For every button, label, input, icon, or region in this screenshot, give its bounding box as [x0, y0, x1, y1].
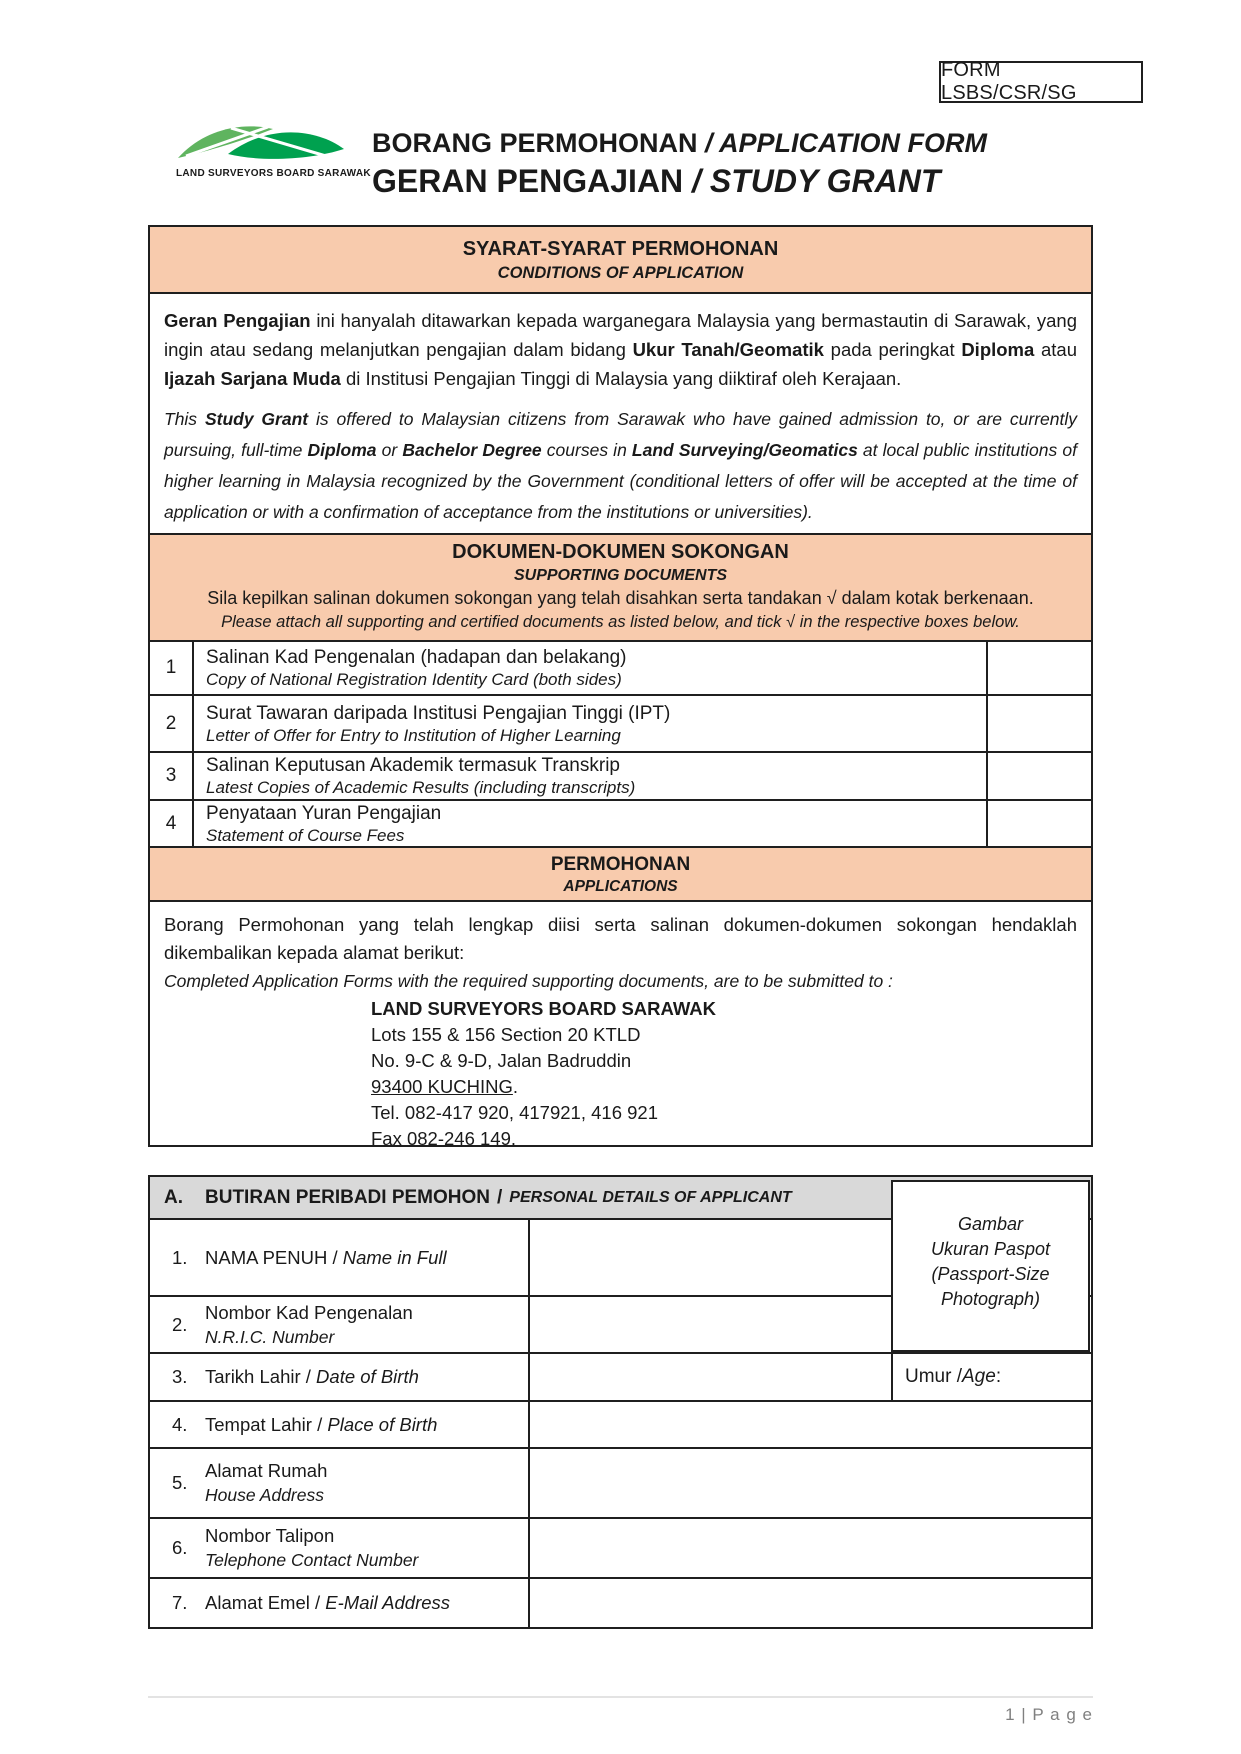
telephone-input-cell[interactable]	[530, 1519, 1091, 1577]
applications-body	[150, 902, 1091, 1145]
applications-heading-my: PERMOHONAN	[550, 854, 691, 875]
document-row-number: 3	[150, 753, 194, 799]
document-title-en: Latest Copies of Academic Results (including transcripts)	[206, 778, 636, 797]
document-tick-box[interactable]	[988, 696, 1091, 751]
document-row-4	[150, 801, 1091, 848]
document-title-my: Salinan Kad Pengenalan (hadapan dan belakang)	[206, 647, 627, 668]
field-number: 6.	[172, 1537, 188, 1558]
field-label-text: NAMA PENUH / Name in Full	[205, 1246, 447, 1268]
document-tick-box[interactable]	[988, 801, 1091, 846]
document-tick-box[interactable]	[988, 753, 1091, 799]
document-title-my: Salinan Keputusan Akademik termasuk Transkrip	[206, 755, 620, 776]
house-address-input-cell[interactable]	[530, 1449, 1091, 1517]
address-city: 93400 KUCHING.	[371, 1076, 519, 1097]
field-label-text	[205, 1459, 327, 1507]
place-of-birth-input-cell[interactable]	[530, 1402, 1091, 1447]
applications-paragraph-en: Completed Application Forms with the required supporting documents, are to be submitted to :	[164, 971, 893, 991]
field-label-line2: Telephone Contact Number	[205, 1550, 419, 1570]
footer-divider	[148, 1696, 1093, 1698]
field-label	[150, 1402, 530, 1447]
documents-note-my: Sila kepilkan salinan dokumen sokongan yang telah disahkan serta tandakan √ dalam kotak berkenaan.	[207, 588, 1034, 608]
passport-photo-box[interactable]	[891, 1180, 1090, 1352]
address-line-1: Lots 155 & 156 Section 20 KTLD	[371, 1024, 641, 1045]
photo-box-line: Photograph)	[940, 1289, 1041, 1309]
field-label	[150, 1220, 530, 1295]
conditions-heading-en: CONDITIONS OF APPLICATION	[497, 264, 744, 282]
document-row-description	[194, 753, 988, 799]
section-a-heading-en: PERSONAL DETAILS OF APPLICANT	[509, 1188, 792, 1206]
field-number: 1.	[172, 1246, 188, 1268]
applications-heading-en: APPLICATIONS	[563, 878, 678, 895]
address-telephone: Tel. 082-417 920, 417921, 416 921	[371, 1102, 658, 1123]
field-label-line1: Nombor Kad Pengenalan	[205, 1301, 413, 1323]
conditions-paragraph-en: This Study Grant is offered to Malaysian citizens from Sarawak who have gained admission to, or are currently pursuing, full-time Diploma or Bachelor Degree courses in Land Surveying/Geomatics at local public institutions of higher learning in Malaysia recognized by the Government (conditional letters of offer will be accepted at the time of application or with a confirmation of acceptance from the institutions or universities).	[164, 409, 1077, 522]
date-of-birth-input-cell[interactable]	[530, 1354, 1091, 1400]
field-label-text	[205, 1524, 418, 1572]
logo-caption: LAND SURVEYORS BOARD SARAWAK	[176, 168, 371, 179]
document-title-my: Surat Tawaran daripada Institusi Pengajian Tinggi (IPT)	[206, 702, 671, 724]
field-label-text: Tempat Lahir / Place of Birth	[205, 1413, 438, 1435]
address-org-name: LAND SURVEYORS BOARD SARAWAK	[371, 998, 717, 1019]
section-a-heading-my: BUTIRAN PERIBADI PEMOHON	[205, 1186, 491, 1208]
field-row-telephone	[150, 1519, 1091, 1579]
document-row-3	[150, 753, 1091, 801]
document-title-en: Copy of National Registration Identity Card (both sides)	[206, 670, 622, 689]
document-tick-box[interactable]	[988, 642, 1091, 694]
documents-heading-en: SUPPORTING DOCUMENTS	[513, 567, 728, 584]
field-row-email	[150, 1579, 1091, 1627]
field-label-line2: N.R.I.C. Number	[205, 1326, 335, 1347]
conditions-paragraph-my: Geran Pengajian ini hanyalah ditawarkan kepada warganegara Malaysia yang bermastautin di Sarawak, yang ingin atau sedang melanjutkan pengajian dalam bidang Ukur Tanah/Geomatik pada peringkat Diploma atau Ijazah Sarjana Muda di Institusi Pengajian Tinggi di Malaysia yang diiktiraf oleh Kerajaan.	[164, 310, 1078, 389]
field-number: 4.	[172, 1413, 188, 1435]
documents-header	[150, 535, 1091, 642]
field-label-text: Alamat Emel / E-Mail Address	[205, 1592, 451, 1613]
main-info-table	[148, 225, 1093, 1147]
lsbs-logo	[176, 118, 371, 179]
address-fax: Fax 082-246 149.	[371, 1128, 517, 1145]
field-label	[150, 1519, 530, 1577]
document-row-description	[194, 801, 988, 846]
logo-graphic	[176, 118, 346, 166]
conditions-heading-my: SYARAT-SYARAT PERMOHONAN	[462, 238, 779, 260]
email-input-cell[interactable]	[530, 1579, 1091, 1627]
document-row-number: 2	[150, 696, 194, 751]
field-label	[150, 1354, 530, 1400]
documents-heading-my: DOKUMEN-DOKUMEN SOKONGAN	[452, 541, 789, 563]
applications-paragraph-my: Borang Permohonan yang telah lengkap diisi serta salinan dokumen-dokumen sokongan hendaklah dikembalikan kepada alamat berikut:	[164, 914, 1077, 963]
section-letter: A.	[164, 1186, 183, 1208]
field-label-text: Tarikh Lahir / Date of Birth	[205, 1366, 419, 1387]
field-label-line1: Nombor Talipon	[205, 1525, 335, 1546]
documents-note-en: Please attach all supporting and certified documents as listed below, and tick √ in the respective boxes below.	[221, 613, 1020, 631]
document-row-description	[194, 696, 988, 751]
photo-box-line: Ukuran Paspot	[930, 1239, 1051, 1259]
field-label-line1: Alamat Rumah	[205, 1460, 328, 1481]
field-number: 7.	[172, 1592, 188, 1613]
page-title	[372, 126, 987, 201]
field-label	[150, 1297, 530, 1352]
field-label	[150, 1579, 530, 1627]
field-row-place-of-birth	[150, 1402, 1091, 1449]
applications-header	[150, 848, 1091, 902]
document-row-1	[150, 642, 1091, 696]
field-number: 3.	[172, 1366, 188, 1387]
page-number: 1 | P a g e	[1005, 1705, 1093, 1724]
field-number: 2.	[172, 1313, 188, 1335]
field-number: 5.	[172, 1472, 188, 1493]
field-label-text	[205, 1301, 413, 1349]
document-title-en: Letter of Offer for Entry to Institution of Higher Learning	[206, 725, 621, 745]
document-row-2	[150, 696, 1091, 753]
address-line-2: No. 9-C & 9-D, Jalan Badruddin	[371, 1050, 632, 1071]
conditions-header	[150, 227, 1091, 294]
document-row-description	[194, 642, 988, 694]
title-line-1: BORANG PERMOHONAN / APPLICATION FORM	[372, 128, 987, 158]
age-input-cell[interactable]: Umur / Age :	[891, 1354, 1091, 1400]
form-code-box: FORM LSBS/CSR/SG	[939, 61, 1143, 103]
section-a-heading-separator: /	[497, 1186, 503, 1208]
field-row-date-of-birth	[150, 1354, 1091, 1402]
submission-address	[371, 996, 1077, 1145]
photo-box-line: (Passport-Size	[931, 1264, 1050, 1284]
document-title-en: Statement of Course Fees	[206, 825, 405, 845]
document-title-my: Penyataan Yuran Pengajian	[206, 802, 442, 824]
photo-box-line: Gambar	[957, 1214, 1024, 1234]
field-label-line2: House Address	[205, 1485, 324, 1505]
field-row-house-address	[150, 1449, 1091, 1519]
document-row-number: 4	[150, 801, 194, 846]
document-row-number: 1	[150, 642, 194, 694]
conditions-body	[150, 294, 1091, 535]
field-label	[150, 1449, 530, 1517]
title-line-2: GERAN PENGAJIAN / STUDY GRANT	[372, 163, 941, 199]
